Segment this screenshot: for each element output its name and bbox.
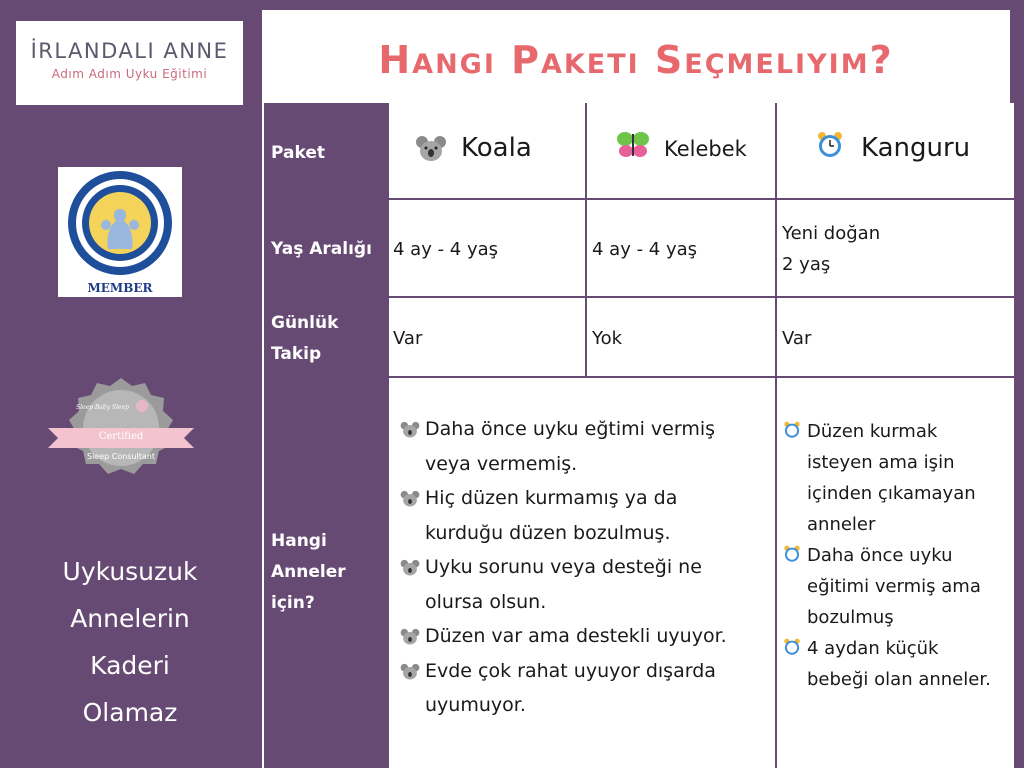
list-item — [783, 509, 991, 540]
kanguru-list — [783, 416, 991, 695]
list-item-text: Düzen kurmak — [807, 421, 938, 442]
age-koala: 4 ay - 4 yaş — [393, 239, 499, 260]
package-name-kanguru: Kanguru — [861, 133, 971, 163]
list-item-text: bebeği olan anneler. — [807, 669, 991, 690]
list-item-text: bozulmuş — [807, 607, 894, 628]
comparison-table — [264, 103, 1014, 768]
list-item — [399, 619, 727, 654]
list-item-text: Hiç düzen kurmamış ya da — [425, 487, 678, 509]
tracking-kanguru: Var — [782, 328, 812, 349]
list-item — [399, 516, 727, 551]
list-item — [783, 633, 991, 664]
list-item-text: isteyen ama işin — [807, 452, 955, 473]
list-item-text: 4 aydan küçük — [807, 638, 939, 659]
list-item-text: içinden çıkamayan — [807, 483, 976, 504]
list-item — [783, 664, 991, 695]
header-cell-koala — [389, 103, 585, 198]
list-item — [399, 481, 727, 516]
list-item — [783, 416, 991, 447]
tracking-cell-koala — [389, 298, 585, 376]
tracking-kelebek: Yok — [592, 328, 623, 349]
for-cell-koala-kelebek — [389, 378, 775, 768]
list-item — [399, 412, 727, 447]
age-kanguru-line2: 2 yaş — [782, 254, 831, 275]
koala-kelebek-list — [399, 412, 727, 723]
list-item-text: uyumuyor. — [425, 694, 526, 716]
badge-member-text: MEMBER — [87, 281, 153, 295]
row-label-gunluk — [271, 308, 338, 370]
alarm-clock-icon — [783, 545, 801, 563]
row-label-yas: Yaş Aralığı — [271, 239, 372, 259]
koala-icon — [399, 489, 421, 509]
list-item-text: anneler — [807, 514, 876, 535]
list-item-text: olursa olsun. — [425, 590, 547, 613]
slogan-line: Annelerin — [70, 604, 190, 633]
list-item — [399, 688, 727, 723]
list-item-text: Daha önce uyku — [807, 545, 953, 566]
list-item — [399, 585, 727, 620]
list-item — [783, 447, 991, 478]
koala-icon — [399, 558, 421, 578]
certified-ribbon-text: Certified — [98, 431, 144, 442]
page-title: Hangi Paketi Seçmeliyim? — [378, 38, 894, 82]
brand-logo — [16, 21, 243, 105]
butterfly-icon — [616, 130, 650, 160]
list-item-text: eğitimi vermiş ama — [807, 576, 981, 597]
row-label-hangi-line1: Hangi — [271, 531, 327, 551]
list-item — [399, 447, 727, 482]
header-cell-kelebek — [587, 103, 775, 198]
list-item-text: Evde çok rahat uyuyor dışarda — [425, 659, 716, 682]
tracking-cell-kelebek — [587, 298, 775, 376]
list-item-text: veya vermemiş. — [425, 452, 578, 475]
koala-icon — [399, 662, 421, 682]
list-item-text: Düzen var ama destekli uyuyor. — [425, 625, 727, 647]
slogan-line: Olamaz — [82, 698, 178, 727]
slogan-line: Uykusuzuk — [62, 557, 198, 586]
list-item — [399, 654, 727, 689]
alarm-clock-icon — [783, 421, 801, 439]
slogan-line: Kaderi — [90, 651, 170, 680]
koala-icon — [399, 627, 421, 647]
row-label-gunluk-line2: Takip — [271, 344, 322, 364]
list-item-text: Daha önce uyku eğtimi vermiş — [425, 418, 716, 440]
iacsc-member-badge — [58, 167, 182, 297]
package-name-koala: Koala — [461, 133, 532, 163]
for-cell-kanguru — [777, 378, 1014, 768]
age-cell-kelebek — [587, 200, 775, 296]
tracking-koala: Var — [393, 328, 423, 349]
row-label-hangi-line2: Anneler — [271, 562, 346, 582]
package-name-kelebek: Kelebek — [664, 137, 747, 161]
slogan — [30, 548, 230, 736]
list-item — [783, 602, 991, 633]
brand-title: İRLANDALI ANNE — [30, 39, 229, 63]
list-item — [783, 571, 991, 602]
koala-icon — [399, 420, 421, 440]
age-cell-koala — [389, 200, 585, 296]
list-item — [783, 478, 991, 509]
badge-seal-icon — [58, 167, 182, 279]
alarm-clock-icon — [816, 131, 844, 159]
tracking-cell-kanguru — [777, 298, 1014, 376]
certified-sleep-consultant-seal — [46, 376, 196, 494]
age-kanguru-line1: Yeni doğan — [782, 223, 881, 244]
age-kelebek: 4 ay - 4 yaş — [592, 239, 698, 260]
age-cell-kanguru — [777, 200, 1014, 296]
list-item — [783, 540, 991, 571]
row-label-hangi — [271, 526, 346, 619]
koala-icon — [415, 133, 447, 165]
list-item — [399, 550, 727, 585]
row-label-paket-text: Paket — [271, 143, 325, 163]
row-label-gunluk-line1: Günlük — [271, 313, 339, 333]
alarm-clock-icon — [783, 638, 801, 656]
certified-top-text: Sleep Baby Sleep — [76, 404, 129, 411]
certified-bottom-text: Sleep Consultant — [86, 452, 156, 461]
brand-subtitle: Adım Adım Uyku Eğitimi — [51, 67, 208, 81]
list-item-text: kurduğu düzen bozulmuş. — [425, 521, 671, 544]
list-item-text: Uyku sorunu veya desteği ne — [425, 556, 702, 578]
row-label-hangi-line3: için? — [271, 593, 315, 613]
header-cell-kanguru — [777, 103, 1014, 198]
